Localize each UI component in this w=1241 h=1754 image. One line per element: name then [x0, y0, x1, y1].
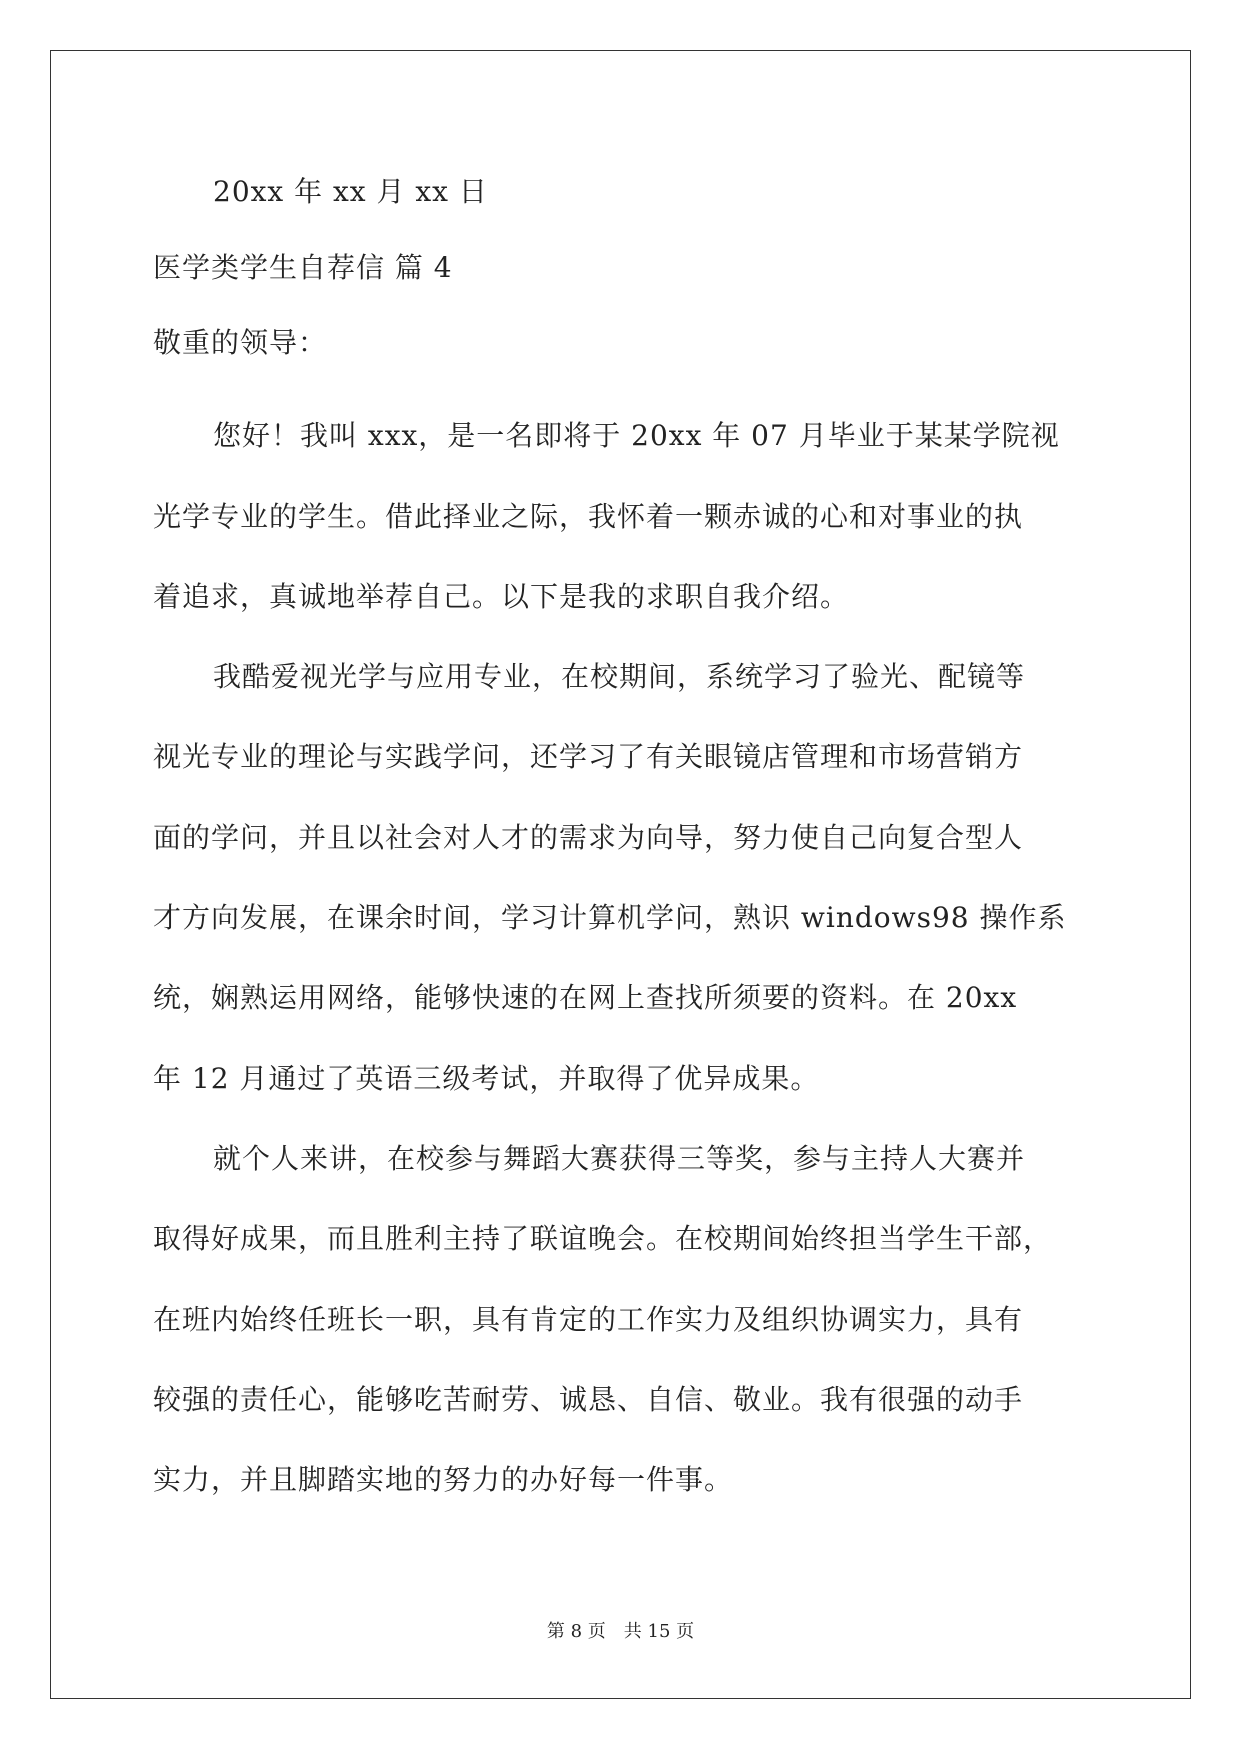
paragraph-line: 着追求，真诚地举荐自己。以下是我的求职自我介绍。 — [153, 580, 850, 613]
paragraph-line: 实力，并且脚踏实地的努力的办好每一件事。 — [153, 1463, 734, 1496]
paragraph-line: 在班内始终任班长一职，具有肯定的工作实力及组织协调实力，具有 — [153, 1303, 1024, 1336]
paragraph-line: 光学专业的学生。借此择业之际，我怀着一颗赤诚的心和对事业的执 — [153, 500, 1024, 533]
paragraph-line: 就个人来讲，在校参与舞蹈大赛获得三等奖，参与主持人大赛并 — [213, 1142, 1026, 1175]
page-number: 第 8 页 — [546, 1621, 606, 1642]
date-line: 20xx 年 xx 月 xx 日 — [213, 175, 488, 208]
salutation: 敬重的领导： — [153, 326, 328, 359]
paragraph-line: 面的学问，并且以社会对人才的需求为向导，努力使自己向复合型人 — [153, 821, 1024, 854]
paragraph-line: 才方向发展，在课余时间，学习计算机学问，熟识 windows98 操作系 — [153, 901, 1067, 934]
page-frame — [50, 50, 1191, 1699]
paragraph-line: 取得好成果，而且胜利主持了联谊晚会。在校期间始终担当学生干部， — [153, 1222, 1053, 1255]
page-total: 共 15 页 — [623, 1621, 695, 1642]
paragraph-line: 视光专业的理论与实践学问，还学习了有关眼镜店管理和市场营销方 — [153, 740, 1024, 773]
paragraph-line: 统，娴熟运用网络，能够快速的在网上查找所须要的资料。在 20xx — [153, 981, 1018, 1014]
section-title: 医学类学生自荐信 篇 4 — [153, 251, 453, 284]
paragraph-line: 我酷爱视光学与应用专业，在校期间，系统学习了验光、配镜等 — [213, 660, 1026, 693]
paragraph-line: 您好！我叫 xxx，是一名即将于 20xx 年 07 月毕业于某某学院视 — [213, 419, 1060, 452]
paragraph-line: 年 12 月通过了英语三级考试，并取得了优异成果。 — [153, 1062, 820, 1095]
paragraph-line: 较强的责任心，能够吃苦耐劳、诚恳、自信、敬业。我有很强的动手 — [153, 1383, 1024, 1416]
page-footer — [0, 1620, 1241, 1644]
